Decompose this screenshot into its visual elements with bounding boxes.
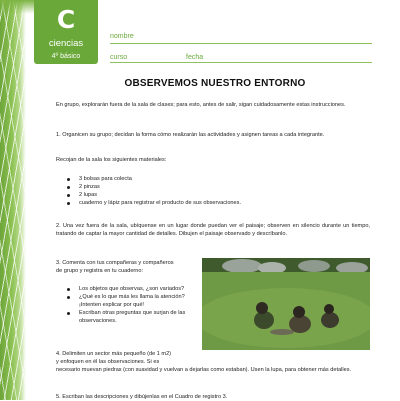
decorative-grass-strip [0,0,26,400]
children-exploring-photo [202,258,370,350]
materials-list [62,175,362,207]
step-5: 5. Escriban las descripciones y dibújenlas en el Cuadro de registro 3. [56,394,228,400]
name-label: nombre [110,33,134,40]
name-line[interactable] [110,43,372,44]
step-4-line-1: 4. Delimiten un sector más pequeño (de 1 m2) [56,351,172,357]
list-item: 3 bolsas para colecta [62,175,362,183]
step-3-line-2: de grupo y registra en tu cuaderno: [56,268,144,274]
badge-level: 4º básico [51,53,81,60]
list-item: ¿Qué es lo que más les llama la atención? ¡Intenten explicar por qué! [62,293,202,309]
list-item: cuaderno y lápiz para registrar el producto de sus observaciones. [62,199,362,207]
course-date-line[interactable] [110,62,372,63]
materials-intro: Recojan de la sala los siguientes materiales: [56,157,167,163]
list-item: 2 pinzas [62,183,362,191]
step-1: 1. Organicen su grupo; decidan la forma cómo realizarán las actividades y asignen tareas a cada integrante. [56,132,325,138]
subject-badge [34,0,98,64]
intro-paragraph: En grupo, explorarán fuera de la sala de clases; para esto, antes de salir, sigan cuidadosamente estas instrucciones. [56,102,346,108]
badge-subject: ciencias [48,38,84,49]
date-label: fecha [186,54,204,61]
step-4-rest: necesario muevan piedras (con suavidad y vuelvan a dejarlas como estaban). Usen la lupa, para obtener más detalles. [56,367,352,373]
course-label: curso [110,54,128,61]
list-item: Los objetos que observas, ¿son variados? [62,285,202,293]
questions-list [62,285,202,325]
list-item: 2 lupas [62,191,362,199]
step-4-line-2: y enfoquen en él las observaciones. Si es [56,359,160,365]
page-title: OBSERVEMOS NUESTRO ENTORNO [124,78,306,89]
badge-letter: C [56,5,76,34]
step-2: 2. Una vez fuera de la sala, ubíquense en un lugar donde puedan ver el paisaje; observen en silencio durante un tiempo, tratando de captar la mayor cantidad de detalles. Dibujen el paisaje observado y descríbanlo. [56,223,370,237]
step-3-line-1: 3. Comenta con tus compañeras y compañeros [56,260,174,266]
list-item: Escriban otras preguntas que surjan de las observaciones. [62,309,202,325]
